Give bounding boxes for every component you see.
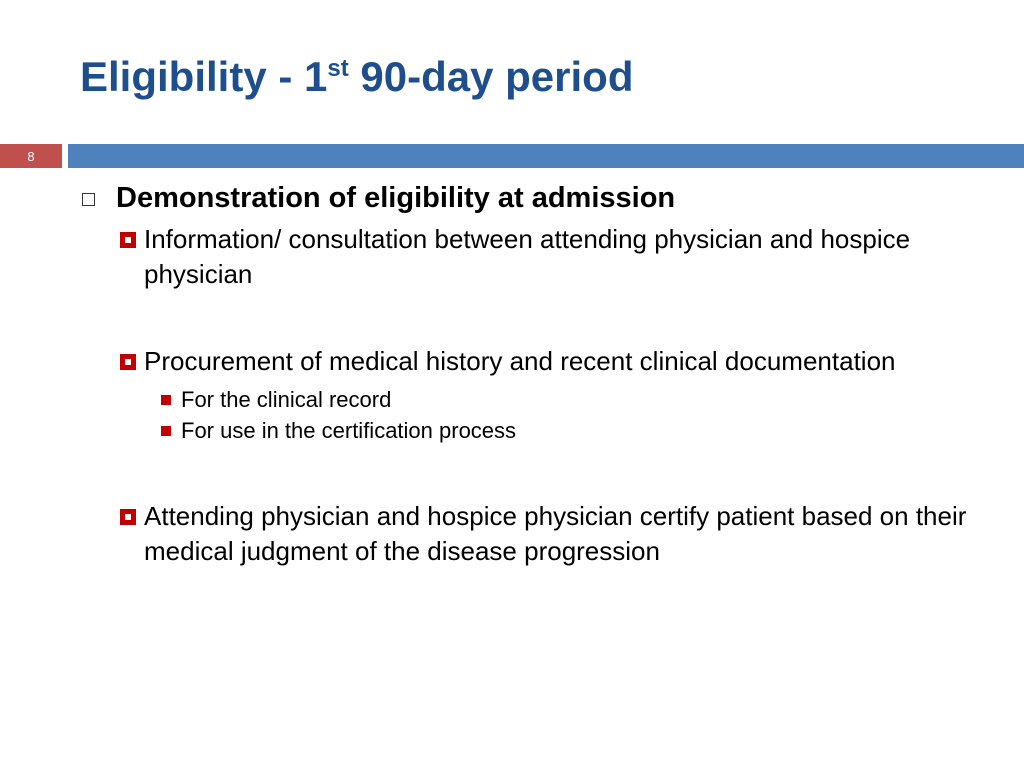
level3-bullet — [161, 415, 980, 447]
level2-bullet — [120, 222, 980, 292]
level1-bullet-text: Demonstration of eligibility at admission — [116, 182, 676, 214]
level3-bullet — [161, 384, 980, 416]
level2-bullet-text: Information/ consultation between attending physician and hospice physician — [144, 224, 911, 290]
small-red-square-bullet-icon — [161, 395, 171, 405]
level2-bullet-text: Procurement of medical history and recent clinical documentation — [144, 346, 896, 377]
level2-bullet — [120, 344, 980, 379]
level3-bullet-text: For use in the certification process — [181, 418, 517, 444]
level2-bullet — [120, 499, 980, 569]
slide-title-superscript: st — [327, 55, 349, 82]
slide-title-main: Eligibility - 1 — [80, 53, 328, 100]
slide-content — [80, 180, 980, 570]
small-red-square-bullet-icon — [161, 426, 171, 436]
level3-bullet-text: For the clinical record — [181, 386, 392, 412]
red-square-bullet-icon — [120, 354, 136, 370]
hollow-square-bullet-icon — [82, 193, 95, 206]
spacer — [80, 292, 980, 344]
spacer — [80, 447, 980, 499]
slide-number: 8 — [27, 148, 35, 164]
header-accent-bar — [68, 144, 1024, 168]
slide-number-badge — [0, 144, 62, 168]
level1-bullet — [80, 180, 980, 216]
slide-title-rest: 90-day period — [348, 53, 634, 100]
red-square-bullet-icon — [120, 232, 136, 248]
slide-title — [80, 52, 633, 102]
level2-bullet-text: Attending physician and hospice physician certify patient based on their medical judgment of the disease progression — [144, 501, 967, 567]
red-square-bullet-icon — [120, 509, 136, 525]
